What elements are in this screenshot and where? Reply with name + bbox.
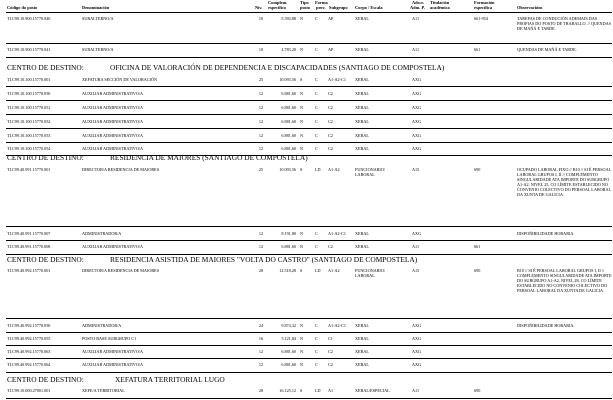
- cell-tipo-posto: N: [300, 349, 304, 354]
- cell-denominacion: AUXILIAR ADMINISTRATIVO/A: [82, 244, 144, 249]
- cell-complemento: 6.881,60: [281, 105, 296, 110]
- cell-formacion: 690: [474, 268, 481, 273]
- cell-adscripcion: AXG: [412, 231, 422, 236]
- cell-adscripcion: A11: [412, 47, 420, 52]
- cell-observacions: B10 // SI É PERSOAL LABORAL GRUPOS I, II // COMPLEMENTO SINGULARIDADE ATA IMPORTE DO SUBGRUPO A1-A2, NIVEL 28, CO LÍMITE ESTABLECIDO NO CONVENIO COLECTIVO DO PERSOAL LABORAL DA XUNTA DE GALICIA.: [517, 268, 612, 293]
- row-divider: [6, 398, 612, 399]
- cell-complemento: 5.393,88: [281, 16, 296, 21]
- cell-nivel: 28: [258, 268, 264, 273]
- header-niv: Niv.: [255, 5, 263, 10]
- cell-tipo-posto: N: [300, 133, 304, 138]
- table-row: [0, 13, 613, 43]
- section-label: CENTRO DE DESTINO:: [7, 153, 84, 162]
- table-row: [0, 359, 613, 372]
- cell-complemento: 6.881,60: [281, 119, 296, 124]
- cell-tipo-posto: S: [300, 77, 303, 82]
- cell-corpo-escala: XERAL: [355, 16, 369, 21]
- table-row: [0, 164, 613, 226]
- cell-observacions: OCUPADO LABORAL FIXO // B10 // SI É PERSOAL LABORAL GRUPOS I, II // COMPLEMENTO SINGULARIDADE ATA IMPORTE DO SUBGRUPO A1-A2, NIVEL 25, CO LÍMITE ESTABLECIDO NO CONVENIO COLECTIVO DO PERSOAL LABORAL DA XUNTA DE GALICIA.: [517, 167, 611, 197]
- table-row: [0, 44, 613, 57]
- cell-forma-prov: LD: [315, 167, 321, 172]
- cell-denominacion: AUXILIAR ADMINISTRATIVO/A: [82, 133, 144, 138]
- header-forma: Forma: [315, 0, 328, 5]
- cell-posto-code: TI.C99.40.992.15770.055: [7, 336, 51, 341]
- cell-complemento: 4.783,20: [281, 47, 296, 52]
- cell-posto-code: TI.C99.10.100.15770.053: [7, 133, 51, 138]
- cell-tipo-posto: N: [300, 244, 304, 249]
- cell-subgrupo: C2: [328, 146, 333, 151]
- row-divider: [6, 226, 612, 227]
- cell-denominacion: ADMINISTRADOR/A: [82, 231, 122, 236]
- cell-nivel: 12: [258, 133, 264, 138]
- cell-corpo-escala: FUNCIONARIO/ LABORAL: [355, 167, 386, 177]
- cell-complemento: 6.881,60: [281, 244, 296, 249]
- header-denominacion: Denominación: [82, 5, 110, 10]
- cell-denominacion: POSTO BASE SUBGRUPO C1: [82, 336, 137, 341]
- cell-formacion: 661: [474, 47, 481, 52]
- header-tipo: Tipo: [300, 0, 309, 5]
- header-titulacion: Titulación: [430, 0, 450, 5]
- cell-corpo-escala: XERAL: [355, 336, 369, 341]
- header-observacions: Observacións: [517, 5, 543, 10]
- row-divider: [6, 114, 612, 115]
- centro-destino-heading: [0, 153, 613, 163]
- cell-subgrupo: AP: [328, 47, 334, 52]
- cell-forma-prov: C: [315, 105, 318, 110]
- cell-posto-code: TI.C99.10.900.15770.040: [7, 16, 51, 21]
- section-title: RESIDENCIA ASISTIDA DE MAIORES "VOLTA DO CASTRO" (SANTIAGO DE COMPOSTELA): [110, 255, 418, 264]
- cell-denominacion: SUBALTERNO/A: [82, 16, 114, 21]
- cell-adscripcion: A15: [412, 167, 420, 172]
- cell-complemento: 6.881,60: [281, 349, 296, 354]
- cell-posto-code: TI.C99.10.100.15770.001: [7, 77, 51, 82]
- cell-adscripcion: AXG: [412, 133, 422, 138]
- cell-denominacion: DIRECTOR/A RESIDENCIA DE MAIORES: [82, 268, 160, 273]
- cell-posto-code: TI.C99.40.991.15770.001: [7, 167, 51, 172]
- row-divider: [6, 86, 612, 87]
- cell-subgrupo: A1-A2: [328, 268, 340, 273]
- header-adscr: Adscr.: [412, 0, 424, 5]
- cell-nivel: 28: [258, 388, 264, 393]
- table-row: [0, 265, 613, 318]
- cell-tipo-posto: S: [300, 268, 303, 273]
- header-tipo2: posto: [300, 5, 311, 10]
- table-row: [0, 241, 613, 254]
- cell-subgrupo: C2: [328, 362, 333, 367]
- cell-corpo-escala: XERAL: [355, 362, 369, 367]
- cell-adscripcion: AXG: [412, 119, 422, 124]
- cell-corpo-escala: XERAL: [355, 349, 369, 354]
- cell-subgrupo: C2: [328, 133, 333, 138]
- cell-subgrupo: C2: [328, 105, 333, 110]
- cell-formacion: 690: [474, 167, 481, 172]
- cell-posto-code: TI.C99.40.991.15770.007: [7, 231, 51, 236]
- cell-nivel: 12: [258, 362, 264, 367]
- cell-complemento: 10.093,56: [279, 77, 296, 82]
- cell-adscripcion: AXG: [412, 336, 422, 341]
- cell-denominacion: XEFE/A TERRITORIAL: [82, 388, 125, 393]
- cell-tipo-posto: N: [300, 336, 304, 341]
- cell-corpo-escala: XERAL: [355, 244, 369, 249]
- cell-denominacion: AUXILIAR ADMINISTRATIVO/A: [82, 146, 144, 151]
- section-title: OFICINA DE VALORACIÓN DE DEPENDENCIA E DISCAPACIDADES (SANTIAGO DE COMPOSTELA): [110, 63, 445, 72]
- cell-denominacion: XEFATURA SECCIÓN DE VALORACIÓN: [82, 77, 158, 82]
- row-divider: [6, 372, 612, 373]
- cell-posto-code: TI.C99.40.991.15770.008: [7, 244, 51, 249]
- cell-complemento: 6.881,60: [281, 362, 296, 367]
- cell-corpo-escala: XERAL: [355, 231, 369, 236]
- cell-complemento: 16.125,12: [279, 388, 296, 393]
- cell-tipo-posto: N: [300, 105, 304, 110]
- cell-tipo-posto: N: [300, 362, 304, 367]
- cell-corpo-escala: XERAL: [355, 47, 369, 52]
- cell-denominacion: AUXILIAR ADMINISTRATIVO/A: [82, 119, 144, 124]
- cell-adscripcion: A15: [412, 268, 420, 273]
- cell-posto-code: TI.C99.10.900.15770.041: [7, 47, 51, 52]
- cell-posto-code: TI.C99.40.992.15770.050: [7, 323, 51, 328]
- cell-complemento: 6.881,60: [281, 146, 296, 151]
- header-formacion: Formación: [474, 0, 495, 5]
- header-corpo: Corpo / Escala: [355, 5, 383, 10]
- cell-corpo-escala: XERAL: [355, 119, 369, 124]
- cell-denominacion: AUXILIAR ADMINISTRATIVO/A: [82, 105, 144, 110]
- cell-subgrupo: C2: [328, 244, 333, 249]
- cell-nivel: 10: [258, 47, 264, 52]
- cell-subgrupo: C2: [328, 119, 333, 124]
- cell-nivel: 12: [258, 146, 264, 151]
- row-divider: [6, 57, 612, 58]
- cell-nivel: 12: [258, 349, 264, 354]
- cell-forma-prov: C: [315, 47, 318, 52]
- cell-posto-code: TI.C99.40.992.15770.001: [7, 268, 51, 273]
- cell-formacion: 661: [474, 244, 481, 249]
- cell-forma-prov: C: [315, 77, 318, 82]
- cell-forma-prov: LD: [315, 268, 321, 273]
- cell-complemento: 10.093,56: [279, 167, 296, 172]
- cell-denominacion: ADMINISTRADOR/A: [82, 323, 122, 328]
- cell-forma-prov: C: [315, 91, 318, 96]
- cell-forma-prov: C: [315, 323, 318, 328]
- cell-nivel: 25: [258, 77, 264, 82]
- cell-posto-code: TI.C99.10.100.15770.054: [7, 146, 51, 151]
- cell-complemento: 6.881,60: [281, 91, 296, 96]
- cell-corpo-escala: XERAL: [355, 91, 369, 96]
- cell-nivel: 12: [258, 119, 264, 124]
- section-label: CENTRO DE DESTINO:: [7, 375, 84, 384]
- cell-corpo-escala: XERAL: [355, 146, 369, 151]
- cell-forma-prov: C: [315, 231, 318, 236]
- cell-nivel: 12: [258, 105, 264, 110]
- cell-subgrupo: A1-A2-C1: [328, 323, 346, 328]
- table-row: [0, 385, 613, 398]
- section-title: RESIDENCIA DE MAIORES (SANTIAGO DE COMPOSTELA): [110, 153, 308, 162]
- cell-nivel: 24: [258, 323, 264, 328]
- section-label: CENTRO DE DESTINO:: [7, 255, 84, 264]
- cell-adscripcion: A11: [412, 16, 420, 21]
- cell-tipo-posto: N: [300, 16, 304, 21]
- cell-subgrupo: C1: [328, 336, 333, 341]
- cell-posto-code: TI.C99.40.992.15770.063: [7, 349, 51, 354]
- cell-denominacion: AUXILIAR ADMINISTRATIVO/A: [82, 91, 144, 96]
- centro-destino-heading: [0, 63, 613, 73]
- row-divider: [6, 128, 612, 129]
- cell-adscripcion: AXG: [412, 362, 422, 367]
- row-divider: [6, 318, 612, 319]
- cell-forma-prov: LD: [315, 388, 321, 393]
- cell-tipo-posto: N: [300, 146, 304, 151]
- cell-forma-prov: C: [315, 349, 318, 354]
- cell-subgrupo: A1-A2-C1: [328, 77, 346, 82]
- cell-posto-code: TI.C99.10.100.15770.051: [7, 105, 51, 110]
- cell-subgrupo: A1-A2: [328, 167, 340, 172]
- cell-complemento: 6.881,60: [281, 133, 296, 138]
- header-adscr2: Adm. P.: [410, 5, 425, 10]
- cell-corpo-escala: XERAL: [355, 77, 369, 82]
- cell-nivel: 16: [258, 336, 264, 341]
- cell-nivel: 12: [258, 244, 264, 249]
- header-titulacion2: académica: [430, 5, 450, 10]
- cell-subgrupo: C2: [328, 91, 333, 96]
- cell-adscripcion: AXG: [412, 77, 422, 82]
- cell-tipo-posto: N: [300, 91, 304, 96]
- cell-complemento: 9.874,32: [281, 323, 296, 328]
- cell-forma-prov: C: [315, 146, 318, 151]
- cell-tipo-posto: S: [300, 167, 303, 172]
- cell-forma-prov: C: [315, 119, 318, 124]
- cell-tipo-posto: S: [300, 388, 303, 393]
- header-complem: Complem.: [268, 0, 288, 5]
- cell-corpo-escala: XERAL: [355, 323, 369, 328]
- cell-tipo-posto: N: [300, 323, 304, 328]
- cell-corpo-escala: XERAL: [355, 105, 369, 110]
- cell-complemento: 5.121,84: [281, 336, 296, 341]
- header-codigo: Código do posto: [7, 5, 38, 10]
- cell-corpo-escala: XERAL/ESPECIAL: [355, 388, 390, 393]
- cell-forma-prov: C: [315, 133, 318, 138]
- cell-subgrupo: C2: [328, 349, 333, 354]
- section-title: XEFATURA TERRITORIAL LUGO: [115, 375, 225, 384]
- section-label: CENTRO DE DESTINO:: [7, 63, 84, 72]
- cell-tipo-posto: N: [300, 47, 304, 52]
- cell-denominacion: SUBALTERNO/A: [82, 47, 114, 52]
- cell-observacions: QUENDAS DE MAÑÁ E TARDE.: [517, 47, 577, 52]
- cell-denominacion: AUXILIAR ADMINISTRATIVO/A: [82, 362, 144, 367]
- header-complem2: específico: [268, 5, 287, 10]
- cell-adscripcion: A11: [412, 244, 420, 249]
- centro-destino-heading: [0, 255, 613, 265]
- cell-forma-prov: C: [315, 244, 318, 249]
- cell-adscripcion: AXG: [412, 323, 422, 328]
- cell-adscripcion: AXG: [412, 146, 422, 151]
- cell-forma-prov: C: [315, 16, 318, 21]
- cell-adscripcion: A11: [412, 388, 420, 393]
- centro-destino-heading: [0, 375, 613, 385]
- cell-subgrupo: A1: [328, 388, 334, 393]
- cell-adscripcion: AXG: [412, 91, 422, 96]
- cell-posto-code: TI.C99.10.100.15770.052: [7, 119, 51, 124]
- cell-tipo-posto: N: [300, 119, 304, 124]
- cell-posto-code: TI.C99.10.100.15770.050: [7, 91, 51, 96]
- cell-forma-prov: C: [315, 362, 318, 367]
- cell-observacions: DISPOÑIBILIDADE HORARIA.: [517, 231, 575, 236]
- cell-nivel: 12: [258, 91, 264, 96]
- cell-adscripcion: AXG: [412, 349, 422, 354]
- cell-complemento: 12.518,28: [279, 268, 296, 273]
- cell-posto-code: TI.C99.10.000.27001.001: [7, 388, 51, 393]
- cell-denominacion: DIRECTOR/A RESIDENCIA DE MAIORES: [82, 167, 160, 172]
- cell-nivel: 25: [258, 167, 264, 172]
- cell-observacions: TAREFAS DE CONDUCIÓN ADEMAIS DAS PROPIAS DO POSTO DE TRABALLO. // QUENDAS DE MAÑÁ E TARDE.: [517, 16, 611, 31]
- cell-corpo-escala: XERAL: [355, 133, 369, 138]
- cell-formacion: 690: [474, 388, 481, 393]
- cell-adscripcion: AXG: [412, 105, 422, 110]
- cell-complemento: 8.191,80: [281, 231, 296, 236]
- cell-nivel: 12: [258, 231, 264, 236]
- cell-denominacion: AUXILIAR ADMINISTRATIVO/A: [82, 349, 144, 354]
- row-divider: [6, 100, 612, 101]
- cell-subgrupo: A1-A2-C1: [328, 231, 346, 236]
- cell-formacion: 661-954: [474, 16, 488, 21]
- cell-corpo-escala: FUNCIONARIO/ LABORAL: [355, 268, 386, 278]
- cell-observacions: DISPOÑIBILIDADE HORARIA.: [517, 323, 575, 328]
- cell-forma-prov: C: [315, 336, 318, 341]
- header-subgrupo: Subgrupo: [329, 5, 348, 10]
- cell-tipo-posto: N: [300, 231, 304, 236]
- header-forma2: prov.: [316, 5, 326, 10]
- cell-nivel: 10: [258, 16, 264, 21]
- header-formacion2: específica: [474, 5, 493, 10]
- cell-subgrupo: AP: [328, 16, 334, 21]
- cell-posto-code: TI.C99.40.992.15770.064: [7, 362, 51, 367]
